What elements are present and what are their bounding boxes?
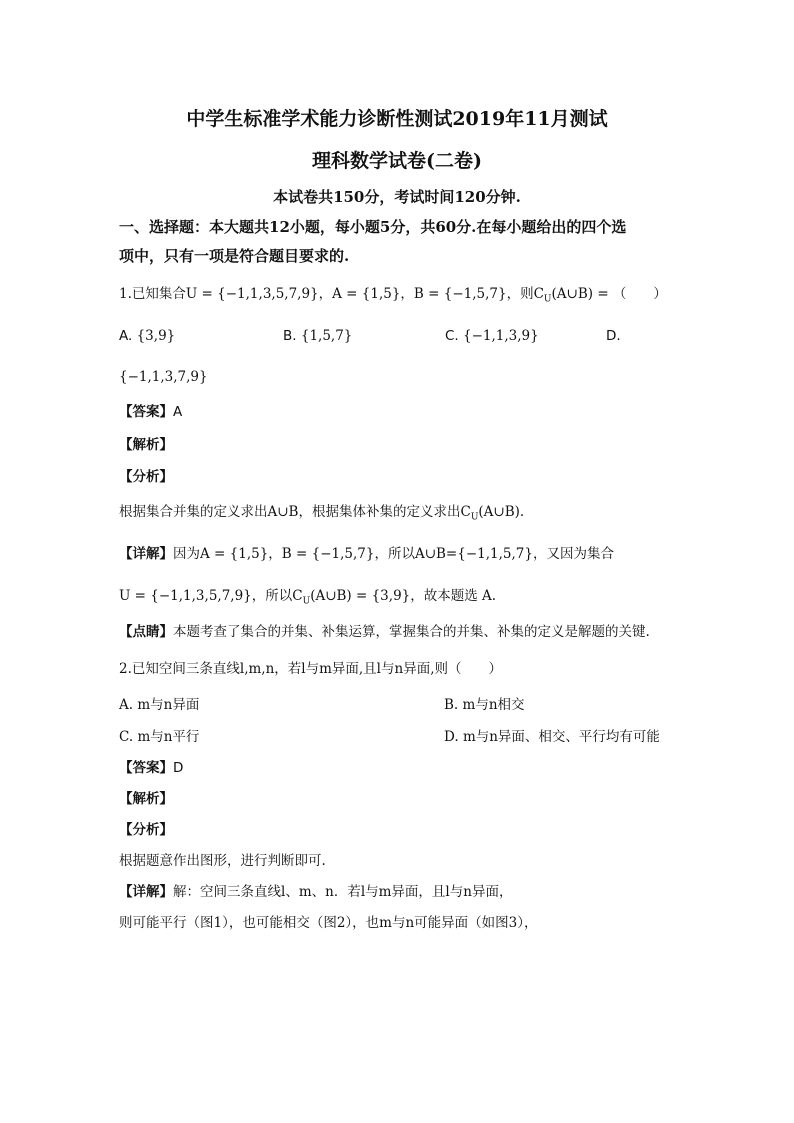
q2-option-a: A. m与n异面 [119,697,200,713]
q1-fenxi-text: 根据集合并集的定义求出A∪B，根据集体补集的定义求出$C_U(A\cup B)$. [119,504,525,523]
q1-answer: 【答案】A [119,404,183,420]
q1-option-a: A. {3,9} [119,328,176,344]
q2-fenxi-text: 根据题意作出图形，进行判断即可. [119,853,326,869]
q2-stem: 2.已知空间三条直线l,m,n，若l与m异面,且l与n异面,则（ ） [119,661,502,677]
q1-option-d: D. [606,328,621,344]
q1-fenxi-tag: 【分析】 [119,469,173,485]
q2-detail-line2: 则可能平行（图1），也可能相交（图2），也m与n可能异面（如图3）， [119,915,538,931]
q1-comment: 【点睛】本题考查了集合的并集、补集运算，掌握集合的并集、补集的定义是解题的关键. [119,624,650,640]
exam-subtitle: 本试卷共150分，考试时间120分钟. [273,188,521,206]
section-heading-line2: 项中，只有一项是符合题目要求的. [119,247,350,265]
exam-subject-title: 理科数学试卷(二卷) [312,150,482,172]
q2-option-b: B. m与n相交 [444,697,525,713]
q1-analysis-tag: 【解析】 [119,437,173,453]
q1-detail-line1: 【详解】因为A = {1,5}，B = {−1,5,7}，所以A∪B={−1,1,5,7}，又因为集合 [119,546,614,562]
q2-option-d: D. m与n异面、相交、平行均有可能 [444,729,660,745]
q2-answer: 【答案】D [119,760,184,776]
q2-fenxi-tag: 【分析】 [119,822,173,838]
q1-option-b: B. {1,5,7} [283,328,353,344]
exam-title: 中学生标准学术能力诊断性测试2019年11月测试 [186,108,608,130]
q1-option-c: C. {−1,1,3,9} [445,328,539,344]
q1-detail-line2: U = {−1,1,3,5,7,9}，所以$C_U(A\cup B) = \{3,9\}$，故本题选 A. [119,588,497,607]
q1-option-d-text: {−1,1,3,7,9} [119,369,208,385]
section-heading-line1: 一、选择题：本大题共12小题，每小题5分，共60分.在每小题给出的四个选 [119,218,627,236]
q2-option-c: C. m与n平行 [119,729,200,745]
q2-detail-line1: 【详解】解：空间三条直线l、m、n．若l与m异面，且l与n异面， [119,884,513,900]
q1-stem: 1.已知集合U = {−1,1,3,5,7,9}，A = {1,5}，B = {−1,5,7}，则$C_U(A\cup B)$ = （ ） [119,286,667,305]
q2-analysis-tag: 【解析】 [119,791,173,807]
